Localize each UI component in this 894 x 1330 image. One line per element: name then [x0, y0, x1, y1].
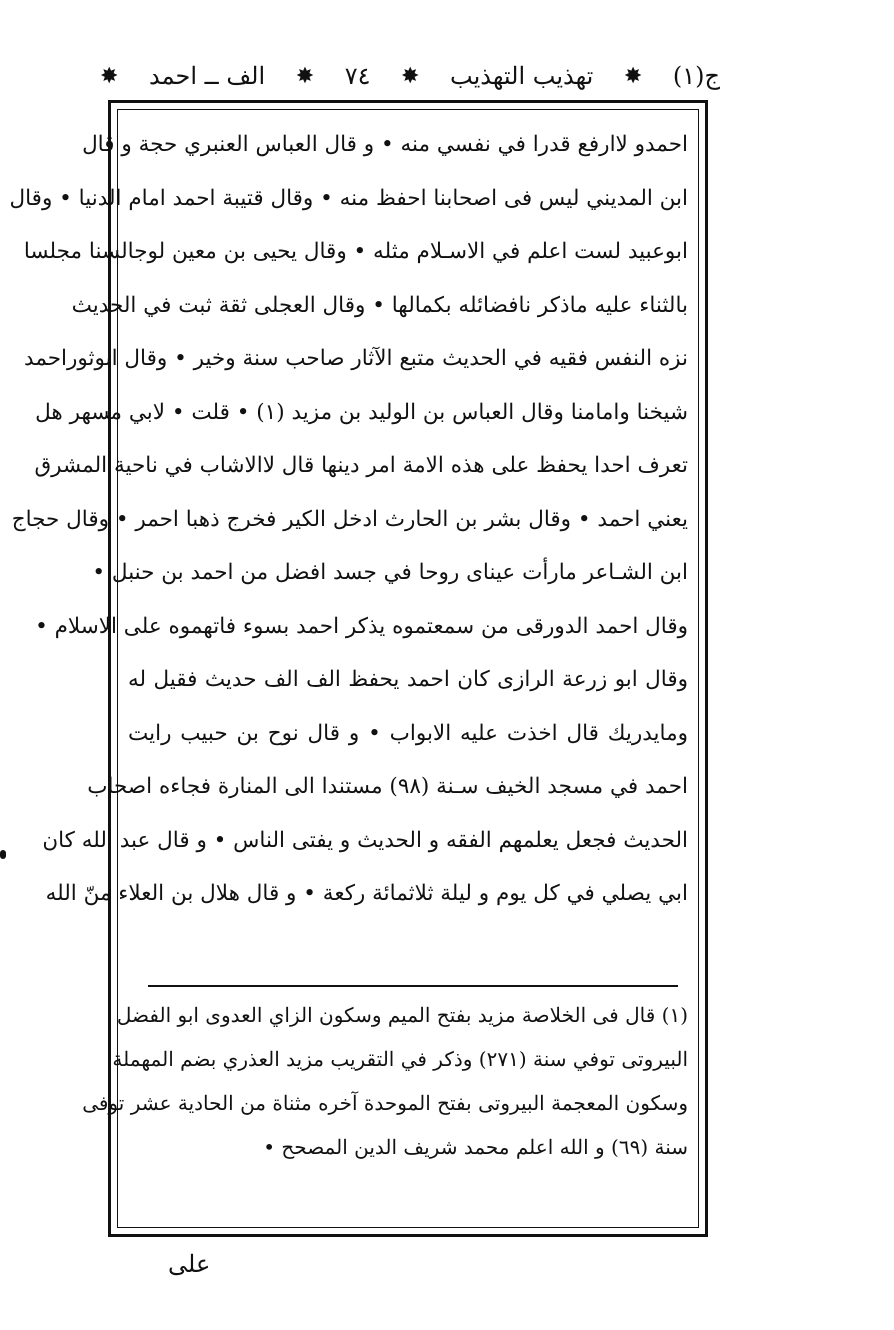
text-line: وقال ابو زرعة الرازى كان احمد يحفظ الف الف حديث فقيل له: [128, 667, 688, 692]
text-line: ابوعبيد لست اعلم في الاسـلام مثله • وقال يحيى بن معين لوجالسنا مجلسا: [23, 239, 688, 264]
footnote: [82, 993, 688, 1169]
star-ornament-icon: ✸: [295, 63, 315, 89]
text-line: بالثناء عليه ماذكر نافضائله بكمالها • وقال العجلى ثقة ثبت في الحديث: [71, 292, 688, 318]
text-line: ابن المديني ليس فى اصحابنا احفظ منه • وقال قتيبة احمد امام الدنيا • وقال: [9, 185, 688, 211]
text-line: ومايدريك قال اخذت عليه الابواب • و قال نوح بن حبيب رايت: [128, 720, 688, 746]
text-line: وقال احمد الدورقى من سمعتموه يذكر احمد بسوء فاتهموه على الاسلام •: [35, 613, 688, 639]
section-title: الف ــ احمد: [149, 62, 266, 90]
volume-label: ج(١): [672, 62, 720, 90]
text-line: نزه النفس فقيه في الحديث متبع الآثار صاحب سنة وخير • وقال ابوثوراحمد: [24, 346, 688, 371]
text-line: شيخنا وامامنا وقال العباس بن الوليد بن مزيد (١) • قلت • لابي مسهر هل: [35, 399, 688, 425]
footnote-line: سنة (٦٩) و الله اعلم محمد شريف الدين المصحح •: [263, 1135, 688, 1159]
star-ornament-icon: ✸: [623, 63, 643, 89]
footnote-line: وسكون المعجمة البيروتى بفتح الموحدة آخره مثناة من الحادية عشر توفى: [82, 1091, 688, 1115]
star-ornament-icon: ✸: [401, 63, 420, 89]
page-number: ٧٤: [344, 62, 371, 90]
text-line: احمد في مسجد الخيف سـنة (٩٨) مستندا الى المنارة فجاءه اصحاب: [87, 774, 688, 799]
book-title: تهذيب التهذيب: [450, 62, 594, 90]
footnote-line: البيروتى توفي سنة (٢٧١) وذكر في التقريب مزيد العذري بضم المهملة: [112, 1047, 688, 1071]
page-header: [100, 56, 720, 96]
text-line: يعني احمد • وقال بشر بن الحارث ادخل الكير فخرج ذهبا احمر • وقال حجاج: [11, 506, 688, 532]
text-line: تعرف احدا يحفظ على هذه الامة امر دينها قال لاالاشاب في ناحية المشرق: [34, 453, 688, 478]
footnote-line: (١) قال فى الخلاصة مزيد بفتح الميم وسكون الزاي العدوى ابو الفضل: [116, 1003, 688, 1027]
text-line: احمدو لاارفع قدرا في نفسي منه • و قال العباس العنبري حجة و قال: [82, 132, 688, 157]
text-line: الحديث فجعل يعلمهم الفقه و الحديث و يفتى الناس • و قال عبد الله كان: [42, 827, 688, 853]
star-ornament-icon: ✸: [100, 63, 119, 89]
text-line: ابي يصلي في كل يوم و ليلة ثلاثمائة ركعة • و قال هلال بن العلاء منّ الله: [45, 881, 688, 906]
main-text: [9, 118, 688, 921]
footnote-separator: [148, 985, 678, 987]
margin-speck: [0, 850, 6, 859]
catchword: على: [168, 1250, 211, 1278]
text-line: ابن الشـاعر مارأت عيناى روحا في جسد افضل من احمد بن حنبل •: [92, 560, 688, 585]
